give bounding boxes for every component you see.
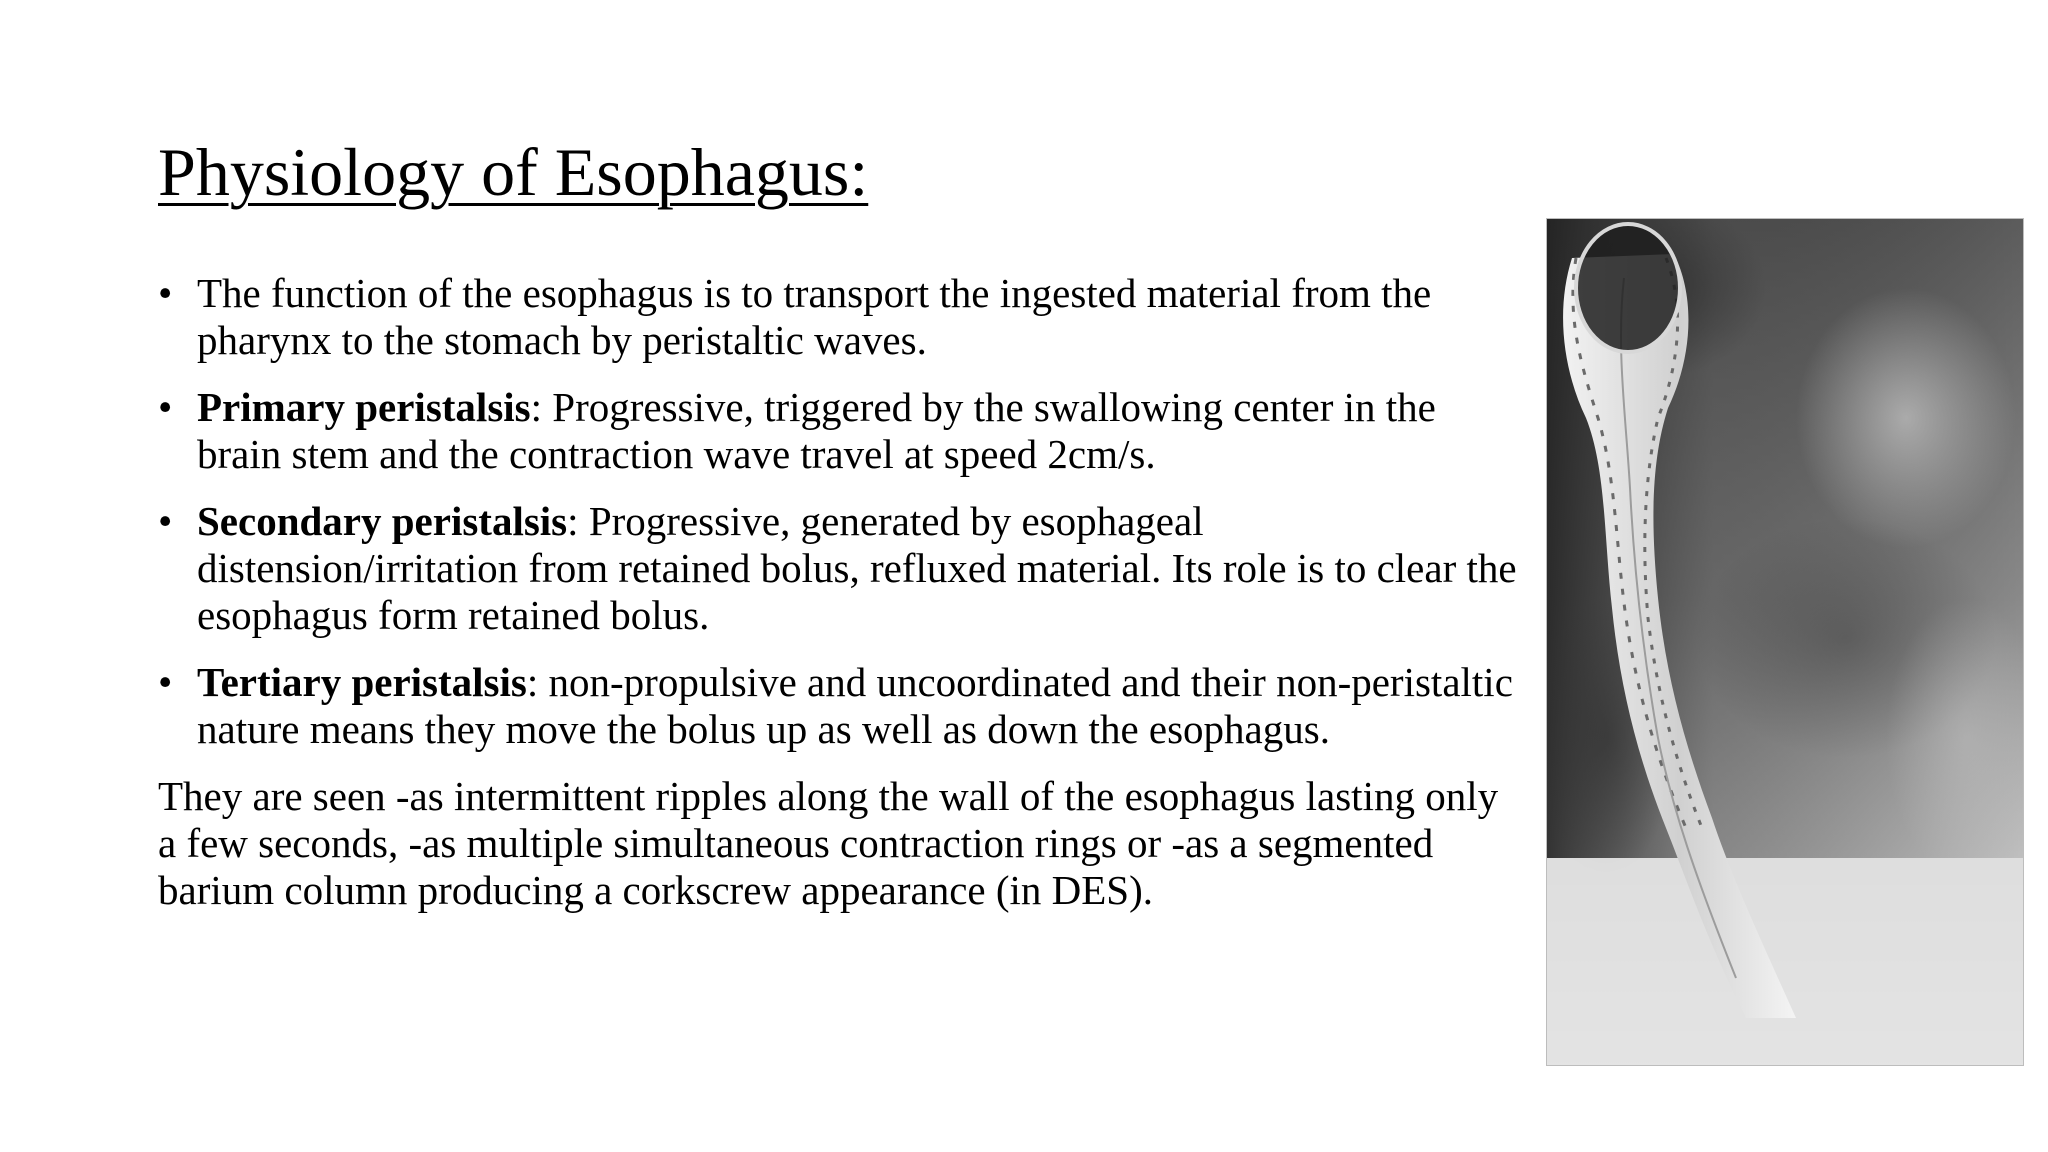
bullet-list <box>158 270 1518 753</box>
bullet-text: non-propulsive and uncoordinated and their non-peristaltic nature means they move the bolus up as well as down the esophagus. <box>197 659 1513 752</box>
bullet-separator: : <box>567 498 589 544</box>
bullet-item <box>158 270 1518 364</box>
xray-graphic <box>1546 218 2024 1066</box>
bullet-marker: • <box>158 384 173 430</box>
bullet-item <box>158 384 1518 478</box>
bullet-term: Secondary peristalsis <box>197 498 568 544</box>
xray-light-region <box>1796 288 2016 548</box>
closing-paragraph: They are seen -as intermittent ripples along the wall of the esophagus lasting only a few seconds, -as multiple simultaneous contraction rings or -as a segmented barium column producing a corkscrew appearance (in DES). <box>158 773 1499 913</box>
bullet-marker: • <box>158 659 173 705</box>
bullet-separator: : <box>530 384 553 430</box>
barium-swallow-xray-image <box>1546 218 2024 1066</box>
bullet-separator: : <box>526 659 549 705</box>
slide-title: Physiology of Esophagus: <box>158 134 869 210</box>
slide-body <box>158 270 1518 914</box>
xray-stomach-region <box>1546 858 2024 1066</box>
bullet-term: Tertiary peristalsis <box>197 659 527 705</box>
bullet-text: Progressive, generated by esophageal distension/irritation from retained bolus, refluxed material. Its role is to clear the esophagus form retained bolus. <box>197 498 1517 638</box>
bullet-text: The function of the esophagus is to transport the ingested material from the pharynx to the stomach by peristaltic waves. <box>197 270 1432 363</box>
bullet-item <box>158 498 1518 639</box>
bullet-marker: • <box>158 498 173 544</box>
bullet-text: Progressive, triggered by the swallowing center in the brain stem and the contraction wave travel at speed 2cm/s. <box>197 384 1436 477</box>
bullet-marker: • <box>158 270 173 316</box>
bullet-item <box>158 659 1518 753</box>
bullet-term: Primary peristalsis <box>197 384 531 430</box>
